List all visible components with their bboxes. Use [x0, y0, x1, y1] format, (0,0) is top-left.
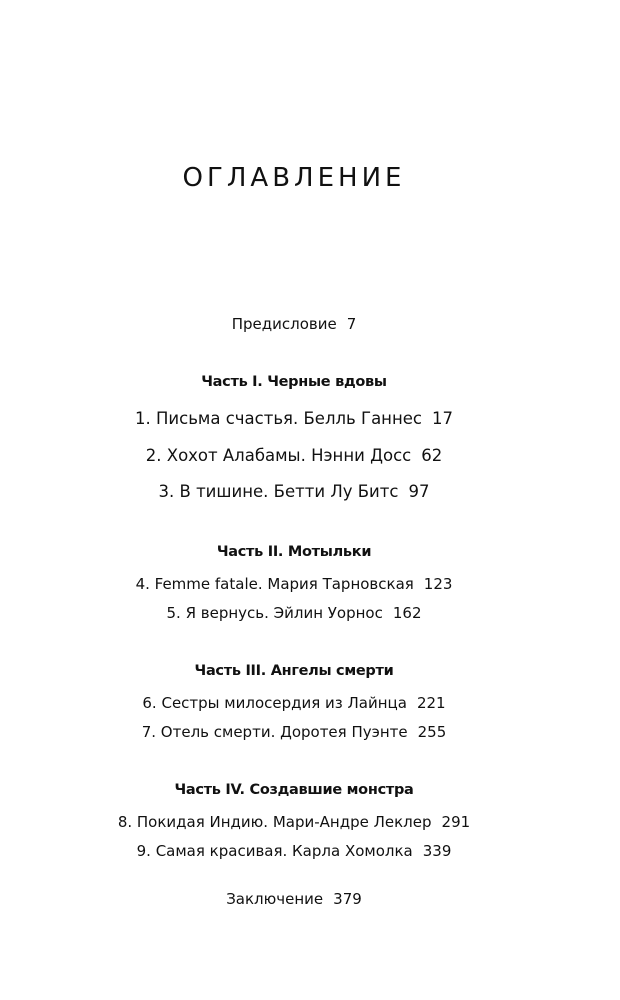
toc-entry-label: 8. Покидая Индию. Мари-Андре Леклер — [117, 813, 432, 831]
toc-entry-chapter-8 — [0, 813, 588, 831]
part-heading-4: Часть IV. Создавшие монстра — [174, 782, 414, 798]
toc-entry-label: 6. Сестры милосердия из Лайнца — [142, 694, 407, 712]
page-title: ОГЛАВЛЕНИЕ — [182, 163, 406, 193]
toc-entry-chapter-2 — [0, 446, 588, 465]
toc-entry-chapter-5 — [0, 604, 588, 622]
toc-entry-label: Заключение — [226, 890, 324, 908]
toc-page-number: 255 — [417, 723, 447, 741]
toc-page-number: 17 — [431, 409, 453, 428]
toc-entry-label: 5. Я вернусь. Эйлин Уорнос — [166, 604, 383, 622]
toc-entry-preface — [0, 315, 588, 333]
toc-entry-label: Предисловие — [231, 315, 337, 333]
toc-entry-chapter-3 — [0, 482, 588, 501]
part-heading-3: Часть III. Ангелы смерти — [194, 663, 394, 679]
toc-entry-conclusion — [0, 890, 588, 908]
toc-entry-label: 1. Письма счастья. Белль Ганнес — [135, 409, 422, 428]
toc-entry-label: 4. Femme fatale. Мария Тарновская — [135, 575, 414, 593]
toc-entry-label: 2. Хохот Алабамы. Нэнни Досс — [145, 446, 412, 465]
toc-page-number: 7 — [346, 315, 357, 333]
toc-entry-chapter-4 — [0, 575, 588, 593]
toc-page-number: 379 — [333, 890, 362, 908]
toc-page-number: 123 — [423, 575, 453, 593]
toc-entry-label: 3. В тишине. Бетти Лу Битс — [158, 482, 399, 501]
toc-entry-label: 7. Отель смерти. Доротея Пуэнте — [141, 723, 408, 741]
toc-entry-chapter-6 — [0, 694, 588, 712]
toc-entry-chapter-9 — [0, 842, 588, 860]
part-heading-2: Часть II. Мотыльки — [216, 544, 372, 560]
toc-page-number: 97 — [408, 482, 430, 501]
toc-page-number: 339 — [422, 842, 452, 860]
toc-entry-label: 9. Самая красивая. Карла Хомолка — [136, 842, 413, 860]
toc-page-number: 162 — [392, 604, 422, 622]
toc-entry-chapter-7 — [0, 723, 588, 741]
toc-page-number: 62 — [421, 446, 443, 465]
toc-page-number: 291 — [441, 813, 471, 831]
toc-entry-chapter-1 — [0, 409, 588, 428]
toc-page-number: 221 — [416, 694, 446, 712]
part-heading-1: Часть I. Черные вдовы — [201, 374, 387, 390]
